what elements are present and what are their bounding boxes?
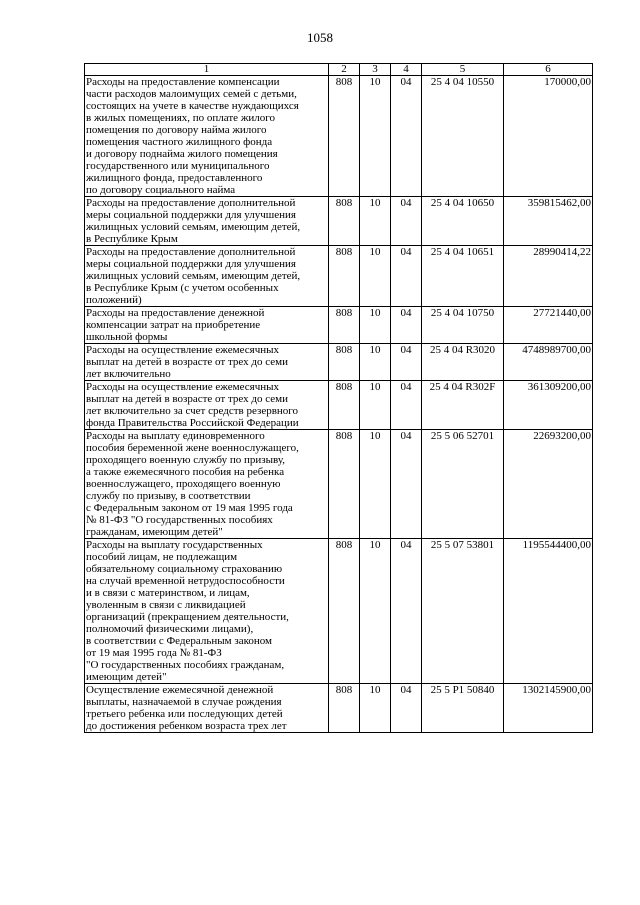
row-target-code: 25 4 04 10550 — [422, 76, 504, 197]
header-cell: 4 — [391, 64, 422, 76]
row-section-code: 10 — [360, 430, 391, 539]
budget-table — [84, 63, 593, 733]
header-cell: 6 — [504, 64, 593, 76]
row-admin-code: 808 — [329, 197, 360, 246]
row-subsection-code: 04 — [391, 381, 422, 430]
row-subsection-code: 04 — [391, 539, 422, 684]
row-section-code: 10 — [360, 381, 391, 430]
row-subsection-code: 04 — [391, 684, 422, 733]
row-target-code: 25 4 04 R302F — [422, 381, 504, 430]
row-amount: 4748989700,00 — [504, 344, 593, 381]
row-subsection-code: 04 — [391, 197, 422, 246]
row-description: Расходы на выплату единовременного пособия беременной жене военнослужащего, проходящего военную службу по призыву, а также ежемесячного пособия на ребенка военнослужащего, проходящего военную службу по призыву, в соответствии с Федеральным законом от 19 мая 1995 года № 81-ФЗ "О государственных пособиях гражданам, имеющим детей" — [85, 430, 329, 539]
header-cell: 3 — [360, 64, 391, 76]
row-description: Расходы на предоставление денежной компенсации затрат на приобретение школьной формы — [85, 307, 329, 344]
row-amount: 28990414,22 — [504, 246, 593, 307]
row-admin-code: 808 — [329, 684, 360, 733]
row-section-code: 10 — [360, 684, 391, 733]
table-body — [85, 76, 593, 733]
table-row — [85, 344, 593, 381]
row-subsection-code: 04 — [391, 307, 422, 344]
row-amount: 1195544400,00 — [504, 539, 593, 684]
row-description: Осуществление ежемесячной денежной выплаты, назначаемой в случае рождения третьего ребенка или последующих детей до достижения ребенком возраста трех лет — [85, 684, 329, 733]
row-admin-code: 808 — [329, 307, 360, 344]
row-target-code: 25 4 04 R3020 — [422, 344, 504, 381]
row-section-code: 10 — [360, 539, 391, 684]
row-amount: 359815462,00 — [504, 197, 593, 246]
row-admin-code: 808 — [329, 539, 360, 684]
table-row — [85, 246, 593, 307]
row-section-code: 10 — [360, 344, 391, 381]
page-number: 1058 — [307, 30, 333, 45]
row-amount: 1302145900,00 — [504, 684, 593, 733]
header-cell: 5 — [422, 64, 504, 76]
header-row — [85, 64, 593, 76]
row-target-code: 25 5 07 53801 — [422, 539, 504, 684]
row-description: Расходы на предоставление дополнительной меры социальной поддержки для улучшения жилищных условий семьям, имеющим детей, в Республике Крым (с учетом особенных положений) — [85, 246, 329, 307]
table-row — [85, 539, 593, 684]
row-admin-code: 808 — [329, 246, 360, 307]
header-cell: 2 — [329, 64, 360, 76]
row-amount: 361309200,00 — [504, 381, 593, 430]
row-target-code: 25 5 06 52701 — [422, 430, 504, 539]
row-subsection-code: 04 — [391, 430, 422, 539]
header-cell: 1 — [85, 64, 329, 76]
row-subsection-code: 04 — [391, 344, 422, 381]
row-amount: 22693200,00 — [504, 430, 593, 539]
table-row — [85, 197, 593, 246]
row-description: Расходы на осуществление ежемесячных выплат на детей в возрасте от трех до семи лет включительно за счет средств резервного фонда Правительства Российской Федерации — [85, 381, 329, 430]
row-section-code: 10 — [360, 197, 391, 246]
row-section-code: 10 — [360, 246, 391, 307]
table-row — [85, 684, 593, 733]
row-description: Расходы на предоставление компенсации части расходов малоимущих семей с детьми, состоящих на учете в качестве нуждающихся в жилых помещениях, по оплате жилого помещения по договору найма жилого помещения частного жилищного фонда и договору поднайма жилого помещения государственного или муниципального жилищного фонда, предоставленного по договору социального найма — [85, 76, 329, 197]
row-section-code: 10 — [360, 76, 391, 197]
row-description: Расходы на осуществление ежемесячных выплат на детей в возрасте от трех до семи лет включительно — [85, 344, 329, 381]
row-target-code: 25 4 04 10651 — [422, 246, 504, 307]
row-target-code: 25 5 P1 50840 — [422, 684, 504, 733]
row-admin-code: 808 — [329, 430, 360, 539]
row-target-code: 25 4 04 10650 — [422, 197, 504, 246]
table-row — [85, 430, 593, 539]
row-target-code: 25 4 04 10750 — [422, 307, 504, 344]
row-admin-code: 808 — [329, 76, 360, 197]
row-description: Расходы на предоставление дополнительной меры социальной поддержки для улучшения жилищных условий семьям, имеющим детей, в Республике Крым — [85, 197, 329, 246]
row-amount: 27721440,00 — [504, 307, 593, 344]
row-description: Расходы на выплату государственных пособий лицам, не подлежащим обязательному социальному страхованию на случай временной нетрудоспособности и в связи с материнством, и лицам, уволенным в связи с ликвидацией организаций (прекращением деятельности, полномочий физическими лицами), в соответствии с Федеральным законом от 19 мая 1995 года № 81-ФЗ "О государственных пособиях гражданам, имеющим детей" — [85, 539, 329, 684]
table-row — [85, 307, 593, 344]
table-row — [85, 76, 593, 197]
table-header — [85, 64, 593, 76]
row-amount: 170000,00 — [504, 76, 593, 197]
row-admin-code: 808 — [329, 381, 360, 430]
row-section-code: 10 — [360, 307, 391, 344]
table-row — [85, 381, 593, 430]
row-admin-code: 808 — [329, 344, 360, 381]
row-subsection-code: 04 — [391, 76, 422, 197]
row-subsection-code: 04 — [391, 246, 422, 307]
